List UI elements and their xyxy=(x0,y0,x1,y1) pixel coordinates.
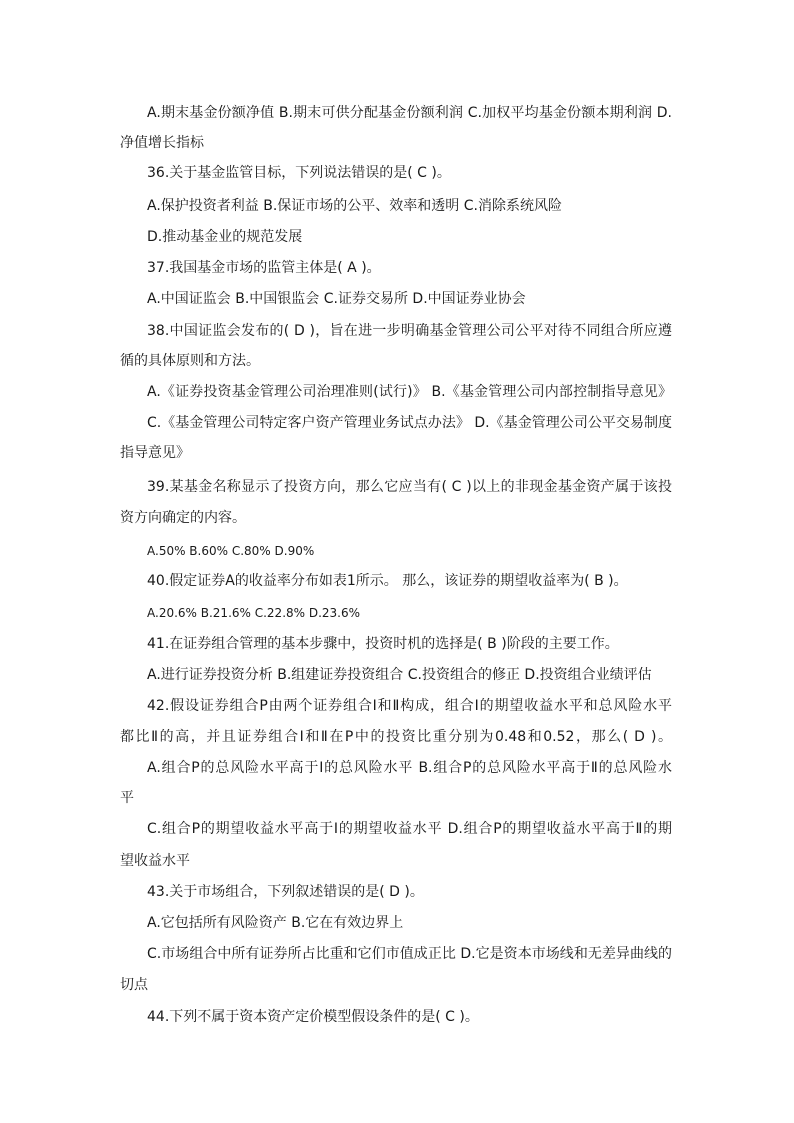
option-line: A.组合P的总风险水平高于Ⅰ的总风险水平 B.组合P的总风险水平高于Ⅱ的总风险水 xyxy=(147,760,672,776)
option-line-continuation: 切点 xyxy=(120,977,148,993)
option-line: C.《基金管理公司特定客户资产管理业务试点办法》 D.《基金管理公司公平交易制度 xyxy=(147,415,672,431)
option-line-continuation: 指导意见》 xyxy=(120,445,190,461)
question-39-continuation: 资方向确定的内容。 xyxy=(120,510,246,526)
option-line: A.中国证监会 B.中国银监会 C.证券交易所 D.中国证券业协会 xyxy=(147,291,526,307)
option-line: C.市场组合中所有证券所占比重和它们市值成正比 D.它是资本市场线和无差异曲线的 xyxy=(147,946,672,962)
question-36: 36.关于基金监管目标，下列说法错误的是( C )。 xyxy=(147,165,451,181)
option-line: A.它包括所有风险资产 B.它在有效边界上 xyxy=(147,915,404,931)
option-line: A.保护投资者利益 B.保证市场的公平、效率和透明 C.消除系统风险 xyxy=(147,198,562,214)
question-38: 38.中国证监会发布的( D )，旨在进一步明确基金管理公司公平对待不同组合所应遵 xyxy=(147,323,672,339)
question-44: 44.下列不属于资本资产定价模型假设条件的是( C )。 xyxy=(147,1009,479,1025)
option-line: A.期末基金份额净值 B.期末可供分配基金份额利润 C.加权平均基金份额本期利润 D. xyxy=(147,105,672,121)
option-line-continuation: 净值增长指标 xyxy=(120,135,204,151)
question-42: 42.假设证券组合P由两个证券组合Ⅰ和Ⅱ构成，组合Ⅰ的期望收益水平和总风险水平 xyxy=(147,698,672,714)
option-line: C.组合P的期望收益水平高于Ⅰ的期望收益水平 D.组合P的期望收益水平高于Ⅱ的期 xyxy=(147,821,672,837)
option-line: A.50% B.60% C.80% D.90% xyxy=(147,544,315,558)
option-line: A.进行证券投资分析 B.组建证券投资组合 C.投资组合的修正 D.投资组合业绩评估 xyxy=(147,667,652,683)
question-38-continuation: 循的具体原则和方法。 xyxy=(120,353,260,369)
option-line-continuation: 望收益水平 xyxy=(120,853,190,869)
question-39: 39.某基金名称显示了投资方向，那么它应当有( C )以上的非现金基金资产属于该投 xyxy=(147,479,672,495)
question-37: 37.我国基金市场的监管主体是( A )。 xyxy=(147,260,381,276)
option-line: D.推动基金业的规范发展 xyxy=(147,229,303,245)
question-41: 41.在证券组合管理的基本步骤中，投资时机的选择是( B )阶段的主要工作。 xyxy=(147,636,619,652)
question-43: 43.关于市场组合，下列叙述错误的是( D )。 xyxy=(147,884,424,900)
option-line: A.20.6% B.21.6% C.22.8% D.23.6% xyxy=(147,606,361,620)
question-42-continuation: 都比Ⅱ的高，并且证券组合Ⅰ和Ⅱ在P中的投资比重分别为0.48和0.52，那么( D )。 xyxy=(120,729,672,745)
question-40: 40.假定证券A的收益率分布如表1所示。 那么，该证券的期望收益率为( B )。 xyxy=(147,573,628,589)
option-line-continuation: 平 xyxy=(120,790,134,806)
option-line: A.《证券投资基金管理公司治理准则(试行)》 B.《基金管理公司内部控制指导意见》 xyxy=(147,384,672,400)
